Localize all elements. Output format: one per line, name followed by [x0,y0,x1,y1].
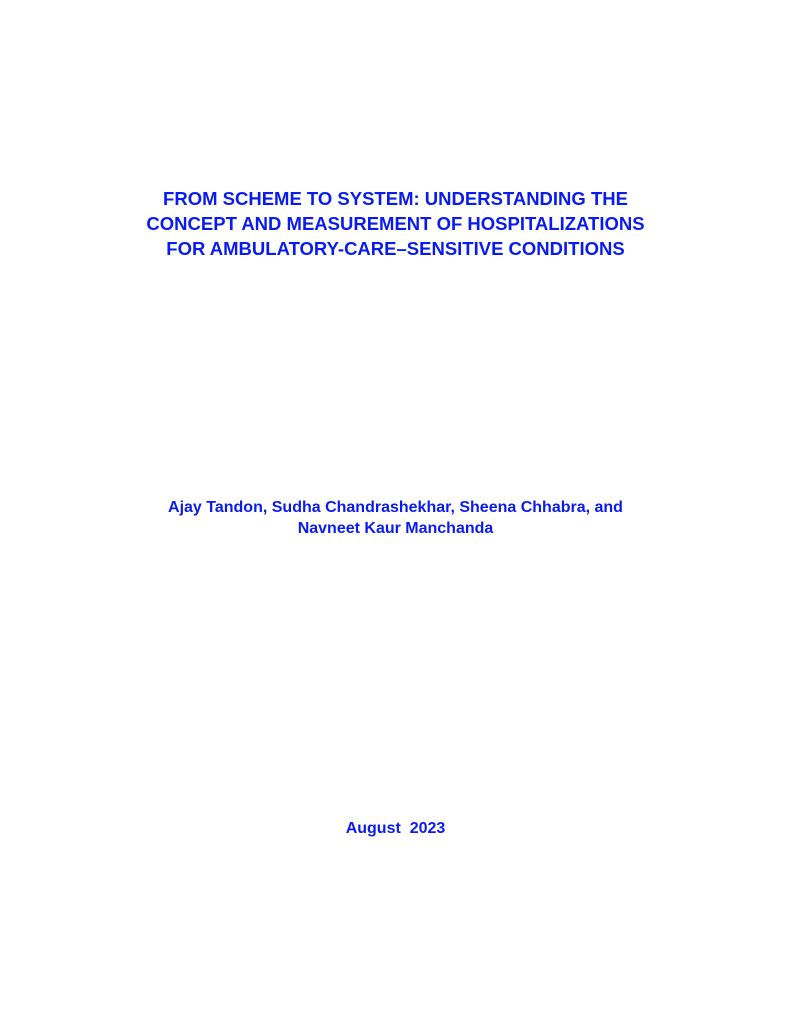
document-title [0,186,791,261]
title-line-3: FOR AMBULATORY-CARE–SENSITIVE CONDITIONS [166,238,625,259]
title-line-2: CONCEPT AND MEASUREMENT OF HOSPITALIZATIONS [146,213,645,234]
authors-line-2: Navneet Kaur Manchanda [297,520,494,537]
publication-date: August 2023 [345,820,446,837]
author-list [0,497,791,539]
title-line-1: FROM SCHEME TO SYSTEM: UNDERSTANDING THE [163,188,628,209]
authors-line-1: Ajay Tandon, Sudha Chandrashekhar, Sheena Chhabra, and [168,499,623,516]
